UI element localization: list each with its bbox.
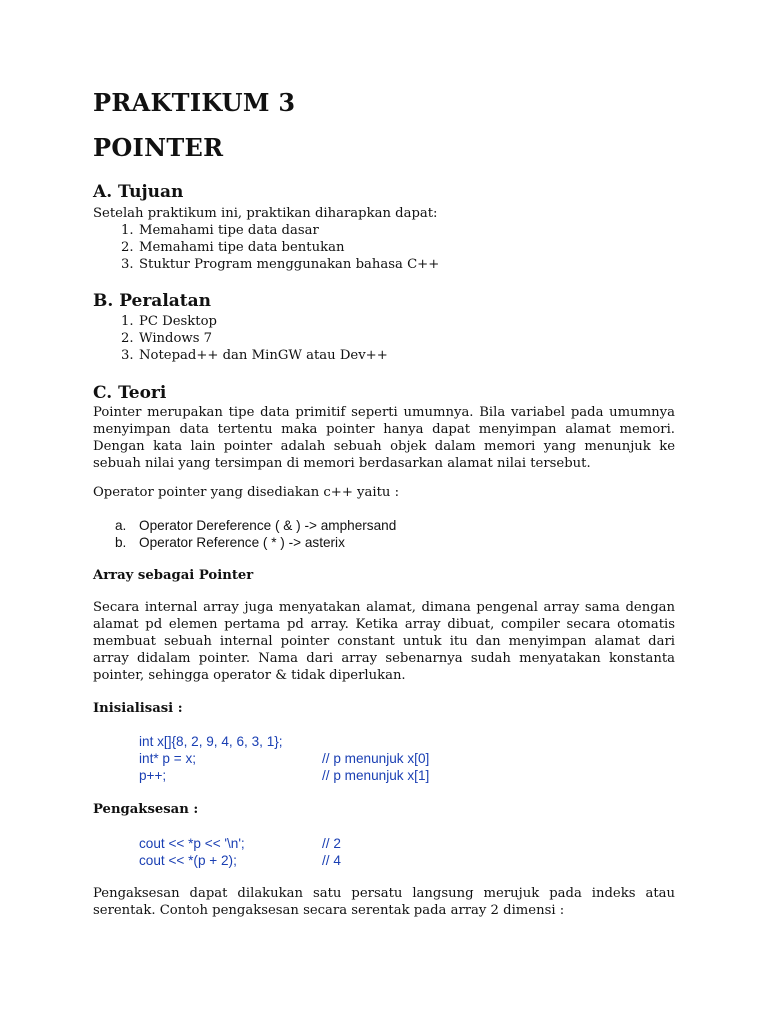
subheading-array-sebagai-pointer: Array sebagai Pointer	[93, 568, 254, 583]
section-heading-peralatan: B. Peralatan	[93, 291, 212, 311]
operator-intro: Operator pointer yang disediakan c++ yaitu :	[93, 485, 400, 500]
tujuan-list	[93, 222, 675, 273]
code-block-inisialisasi	[139, 733, 430, 784]
list-item: 1. Memahami tipe data dasar	[121, 223, 319, 238]
peralatan-list	[93, 313, 675, 364]
list-item: 1. PC Desktop	[121, 314, 217, 329]
list-item: 2. Memahami tipe data bentukan	[121, 240, 345, 255]
list-item: 3. Notepad++ dan MinGW atau Dev++	[121, 348, 388, 363]
operator-list	[93, 517, 675, 551]
section-heading-teori: C. Teori	[93, 383, 167, 403]
code-line: p++; // p menunjuk x[1]	[139, 768, 430, 783]
list-item: 3. Stuktur Program menggunakan bahasa C++	[121, 257, 440, 272]
code-line: cout << *p << '\n'; // 2	[139, 836, 341, 851]
list-item: b. Operator Reference ( * ) -> asterix	[115, 535, 345, 550]
subheading-pengaksesan: Pengaksesan :	[93, 802, 199, 817]
teori-paragraph: Pointer merupakan tipe data primitif seperti umumnya. Bila variabel pada umumnya menyimpan data tertentu maka pointer hanya dapat menyimpan alamat memori. Dengan kata lain pointer adalah sebuah objek dalam memori yang menunjuk ke sebuah nilai yang tersimpan di memori berdasarkan alamat nilai tersebut.	[93, 405, 675, 471]
list-item: 2. Windows 7	[121, 331, 213, 346]
subheading-inisialisasi: Inisialisasi :	[93, 701, 183, 716]
document-title: PRAKTIKUM 3	[93, 88, 296, 117]
closing-paragraph: Pengaksesan dapat dilakukan satu persatu langsung merujuk pada indeks atau serentak. Contoh pengaksesan secara serentak pada array 2 dimensi :	[93, 886, 675, 918]
section-heading-tujuan: A. Tujuan	[93, 182, 184, 202]
code-block-pengaksesan	[139, 835, 341, 869]
document-subtitle: POINTER	[93, 133, 224, 162]
array-paragraph: Secara internal array juga menyatakan alamat, dimana pengenal array sama dengan alamat pd elemen pertama pd array. Ketika array dibuat, compiler secara otomatis membuat sebuah internal pointer constant untuk itu dan menyimpan alamat dari array didalam pointer. Nama dari array sebenarnya sudah menyatakan konstanta pointer, sehingga operator & tidak diperlukan.	[93, 600, 675, 683]
tujuan-intro: Setelah praktikum ini, praktikan diharapkan dapat:	[93, 206, 438, 221]
list-item: a. Operator Dereference ( & ) -> amphersand	[115, 518, 397, 533]
code-line: int x[]{8, 2, 9, 4, 6, 3, 1};	[139, 734, 283, 749]
code-line: int* p = x; // p menunjuk x[0]	[139, 751, 430, 766]
code-line: cout << *(p + 2); // 4	[139, 853, 341, 868]
